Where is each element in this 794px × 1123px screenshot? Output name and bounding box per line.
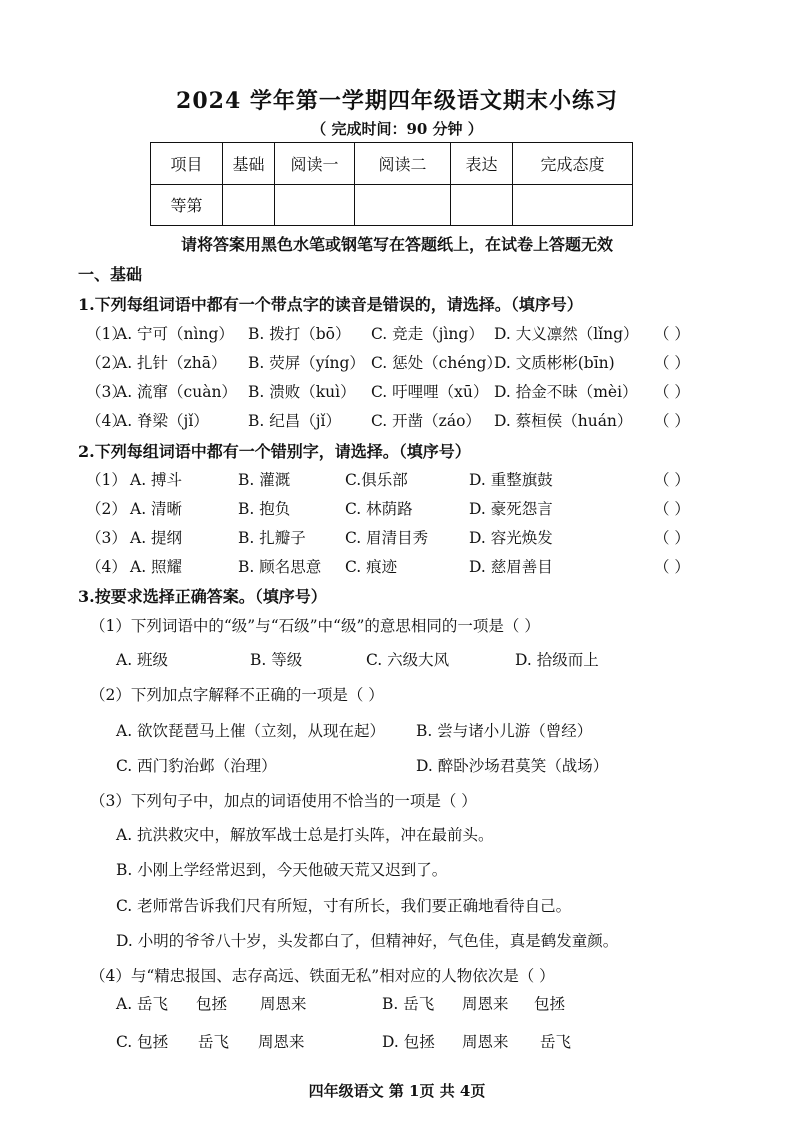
option-d-name: 周恩来 [462,1033,509,1051]
option-d: D. 文质彬彬(bīn) [494,354,615,372]
answer-blank[interactable]: （ ） [654,500,690,518]
option-b: B. 抱负 [238,500,291,518]
question-3-3-stem [0,789,794,815]
option-d: D. 容光焕发 [469,529,553,547]
option-b: B. 荧屏（yíng） [248,354,365,372]
question-1-row-2 [0,351,794,377]
question-3-3-option-c [0,894,794,920]
question-3-2-stem [0,683,794,709]
grade-row-label: 等第 [151,184,223,226]
answer-blank[interactable]: （ ） [654,354,690,372]
option-a: A. 班级 [116,651,169,669]
option-d: D. 醉卧沙场君莫笑（战场） [416,757,609,775]
grade-header-cell: 完成态度 [513,143,633,185]
option-b: B. 灌溉 [238,471,291,489]
question-text: 3.按要求选择正确答案。（填序号） [78,587,327,606]
option-d: D. 慈眉善目 [469,558,553,576]
question-2-row-4 [0,555,794,581]
option-b: B. 纪昌（jǐ） [248,412,342,430]
grade-input-cell[interactable] [355,184,451,226]
item-number: （2） [86,354,127,372]
item-number: （2） [86,500,127,518]
answer-blank[interactable]: （ ） [654,529,690,547]
question-2-row-3 [0,526,794,552]
option-a: A. 流窜（cuàn） [116,383,237,401]
option-c: C. 痕迹 [345,558,398,576]
option-b-name: 周恩来 [462,995,509,1013]
item-number: （4） [86,558,127,576]
option-b: B. 拨打（bō） [248,325,351,343]
question-3-2-options-ab [0,719,794,745]
option-b: B. 溃败（kuì） [248,383,356,401]
option-a: A. 扎针（zhā） [116,354,227,372]
grade-header-cell: 表达 [451,143,513,185]
answer-blank[interactable]: （ ） [654,383,690,401]
option-a: A. 抗洪救灾中，解放军战士总是打头阵，冲在最前头。 [116,826,494,844]
grade-table-header-row [151,143,633,185]
option-b: B. 岳飞 [382,995,435,1013]
option-c-name: 周恩来 [258,1033,305,1051]
question-text: 2.下列每组词语中都有一个错别字，请选择。（填序号） [78,442,471,461]
question-3-1-stem [0,614,794,640]
page-title: 2024 学年第一学期四年级语文期末小练习 [176,88,618,114]
question-1-row-4 [0,409,794,435]
grade-header-cell: 基础 [223,143,275,185]
option-d: D. 包拯 [382,1033,435,1051]
question-2-stem [0,439,794,465]
question-3-stem [0,584,794,610]
sub-question-text: （1）下列词语中的“级”与“石级”中“级”的意思相同的一项是（ ） [90,617,540,635]
option-c: C. 六级大风 [366,651,450,669]
option-b-name: 包拯 [534,995,566,1013]
option-a: A. 宁可（nìng） [116,325,234,343]
time-limit: （ 完成时间：90 分钟 ） [311,120,483,138]
question-2-row-1 [0,468,794,494]
option-a: A. 欲饮琵琶马上催（立刻，从现在起） [116,722,386,740]
grade-input-cell[interactable] [223,184,275,226]
option-b: B. 顾名思意 [238,558,322,576]
option-c: C. 吁哩哩（xū） [371,383,489,401]
question-1-stem [0,292,794,318]
option-d: D. 小明的爷爷八十岁，头发都白了，但精神好，气色佳，真是鹤发童颜。 [116,932,619,950]
item-number: （4） [86,412,127,430]
grade-header-cell: 项目 [151,143,223,185]
question-1-row-3 [0,380,794,406]
option-b: B. 扎瓣子 [238,529,306,547]
question-3-4-options-ab [0,992,794,1018]
question-3-2-options-cd [0,754,794,780]
option-a: A. 清晰 [130,500,183,518]
option-b: B. 尝与诸小儿游（曾经） [416,722,593,740]
question-3-1-options [0,648,794,674]
grade-table [150,142,633,226]
option-c: C. 眉清目秀 [345,529,429,547]
item-number: （3） [86,529,127,547]
sub-question-text: （4）与“精忠报国、志存高远、铁面无私”相对应的人物依次是（ ） [90,967,555,985]
question-3-4-stem [0,964,794,990]
option-d: D. 蔡桓侯（huán） [494,412,633,430]
option-c: C. 开凿（záo） [371,412,481,430]
question-3-3-option-d [0,929,794,955]
answer-notice: 请将答案用黑色水笔或钢笔写在答题纸上，在试卷上答题无效 [180,235,613,254]
answer-blank[interactable]: （ ） [654,412,690,430]
option-a: A. 搏斗 [130,471,183,489]
option-a: A. 脊梁（jǐ） [116,412,209,430]
page-footer: 四年级语文 第 1页 共 4页 [308,1082,486,1100]
option-d: D. 重整旗鼓 [469,471,553,489]
option-c: C.俱乐部 [345,471,408,489]
option-a: A. 提纲 [130,529,183,547]
option-c-name: 岳飞 [198,1033,230,1051]
option-a-name: 包拯 [196,995,228,1013]
option-d-name: 岳飞 [540,1033,572,1051]
grade-header-cell: 阅读二 [355,143,451,185]
question-3-4-options-cd [0,1030,794,1056]
section-heading [0,262,794,288]
sub-question-text: （2）下列加点字解释不正确的一项是（ ） [90,686,384,704]
grade-input-cell[interactable] [451,184,513,226]
option-c: C. 西门豹治邺（治理） [116,757,277,775]
option-b: B. 等级 [250,651,303,669]
option-c: C. 竞走（jìng） [371,325,484,343]
option-a: A. 照耀 [130,558,183,576]
option-c: C. 老师常告诉我们尺有所短，寸有所长，我们要正确地看待自己。 [116,897,572,915]
item-number: （3） [86,383,127,401]
option-c: C. 惩处（chéng） [371,354,502,372]
grade-table-value-row [151,184,633,226]
sub-question-text: （3）下列句子中，加点的词语使用不恰当的一项是（ ） [90,792,477,810]
option-d: D. 大义凛然（lǐng） [494,325,639,343]
item-number: （1） [86,325,127,343]
question-text: 1.下列每组词语中都有一个带点字的读音是错误的，请选择。（填序号） [78,295,583,314]
answer-blank[interactable]: （ ） [654,325,690,343]
option-a-name: 周恩来 [260,995,307,1013]
question-3-3-option-a [0,823,794,849]
question-1-row-1 [0,322,794,348]
option-d: D. 豪死怨言 [469,500,553,518]
item-number: （1） [86,471,127,489]
option-b: B. 小刚上学经常迟到，今天他破天荒又迟到了。 [116,861,448,879]
question-3-3-option-b [0,858,794,884]
grade-input-cell[interactable] [275,184,355,226]
answer-blank[interactable]: （ ） [654,558,690,576]
answer-blank[interactable]: （ ） [654,471,690,489]
section-title: 一、基础 [78,265,143,284]
option-c: C. 林荫路 [345,500,413,518]
option-a: A. 岳飞 [116,995,169,1013]
grade-header-cell: 阅读一 [275,143,355,185]
question-2-row-2 [0,497,794,523]
option-c: C. 包拯 [116,1033,169,1051]
option-d: D. 拾级而上 [515,651,599,669]
option-d: D. 拾金不昧（mèi） [494,383,638,401]
grade-input-cell[interactable] [513,184,633,226]
